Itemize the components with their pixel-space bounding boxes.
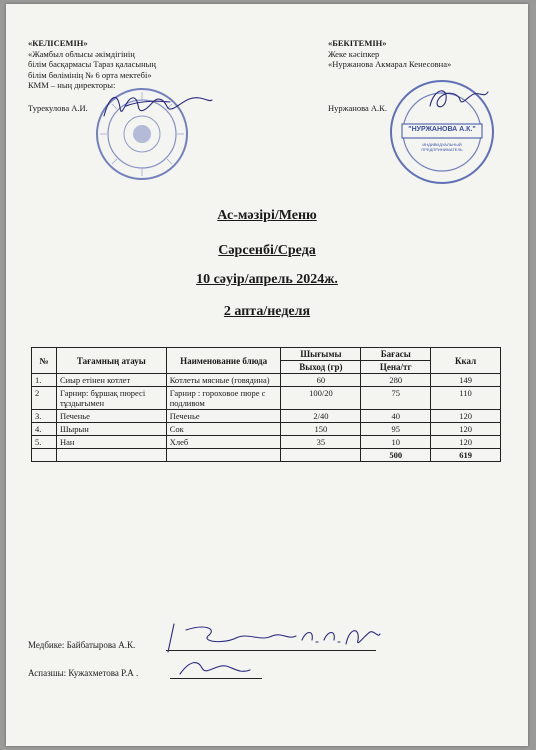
row-name-ru: Печенье [166,410,281,423]
weekday-title: Сәрсенбі/Среда [218,243,316,258]
total-empty [32,449,57,462]
header-name-ru: Наименование блюда [166,348,281,374]
total-price: 500 [361,449,431,462]
menu-title: Ас-мәзірі/Меню [217,208,317,223]
approval-right-title: «БЕКІТЕМІН» [328,38,387,48]
row-name-kz: Нан [56,436,166,449]
row-name-ru: Котлеты мясные (говядина) [166,374,281,387]
row-kcal: 120 [431,436,501,449]
week-title: 2 апта/неделя [223,304,311,319]
stamp-sub1: ИНДИВИДУАЛЬНЫЙ [422,142,462,147]
row-name-kz: Шырын [56,423,166,436]
row-name-kz: Гарнир: бұршақ пюресі тұздығымен [56,387,166,410]
cook-signature-icon [176,654,256,685]
table-row [32,374,501,387]
row-yield: 100/20 [281,387,361,410]
header-yield-kz: Шығымы [281,348,361,361]
total-empty [281,449,361,462]
row-price: 280 [361,374,431,387]
director-signature-icon [96,86,216,131]
table-row [32,387,501,410]
header-price-kz: Бағасы [361,348,431,361]
table-row [32,423,501,436]
row-yield: 35 [281,436,361,449]
row-price: 95 [361,423,431,436]
table-total-row [32,449,501,462]
total-empty [166,449,281,462]
header-kcal: Ккал [431,348,501,374]
row-num: 2 [32,387,57,410]
row-num: 1. [32,374,57,387]
document-sheet [6,4,528,746]
table-row [32,436,501,449]
approval-right-line1: Жеке кәсіпкер [328,48,380,59]
approval-left-title: «КЕЛІСЕМІН» [28,38,88,48]
nurse-line: Медбике: Байбатырова А.К. [28,640,136,650]
approval-left-line2: білім басқармасы Тараз қаласының [28,59,156,69]
row-name-ru: Сок [166,423,281,436]
row-price: 40 [361,410,431,423]
row-num: 3. [32,410,57,423]
approval-left-line4: КММ – ның директоры: [28,80,116,90]
row-price: 75 [361,387,431,410]
row-name-kz: Сиыр етінен котлет [56,374,166,387]
row-num: 5. [32,436,57,449]
header-price-ru: Цена/тг [361,361,431,374]
row-yield: 150 [281,423,361,436]
header-yield-ru: Выход (гр) [281,361,361,374]
entrepreneur-signature-icon [424,78,494,123]
row-name-ru: Хлеб [166,436,281,449]
row-kcal: 120 [431,410,501,423]
menu-table [31,347,501,462]
date-title: 10 сәуір/апрель 2024ж. [196,272,338,287]
approval-right-line2: «Нуржанова Акмарал Кенесовна» [328,59,452,69]
total-kcal: 619 [431,449,501,462]
row-name-ru: Гарнир : гороховое пюре с подливом [166,387,281,410]
approval-left-line3: білім бөлімінің № 6 орта мектебі» [28,69,152,80]
approval-left-line1: «Жамбыл облысы әкімдігінің [28,48,135,59]
total-empty [56,449,166,462]
table-header-row [32,348,501,361]
approval-right-signer: Нуржанова А.К. [328,102,387,113]
header-name-kz: Тағамның атауы [56,348,166,374]
row-yield: 60 [281,374,361,387]
stamp-name: "НУРЖАНОВА А.К." [408,126,476,133]
row-num: 4. [32,423,57,436]
approval-left-signer: Турекулова А.И. [28,102,88,113]
row-name-kz: Печенье [56,410,166,423]
table-row [32,410,501,423]
cook-line: Аспазшы: Кужахметова Р.А . [28,668,139,678]
row-kcal: 120 [431,423,501,436]
row-kcal: 149 [431,374,501,387]
row-price: 10 [361,436,431,449]
row-yield: 2/40 [281,410,361,423]
header-num: № [32,348,57,374]
row-kcal: 110 [431,387,501,410]
stamp-sub2: ПРЕДПРИНИМАТЕЛЬ [421,147,463,152]
